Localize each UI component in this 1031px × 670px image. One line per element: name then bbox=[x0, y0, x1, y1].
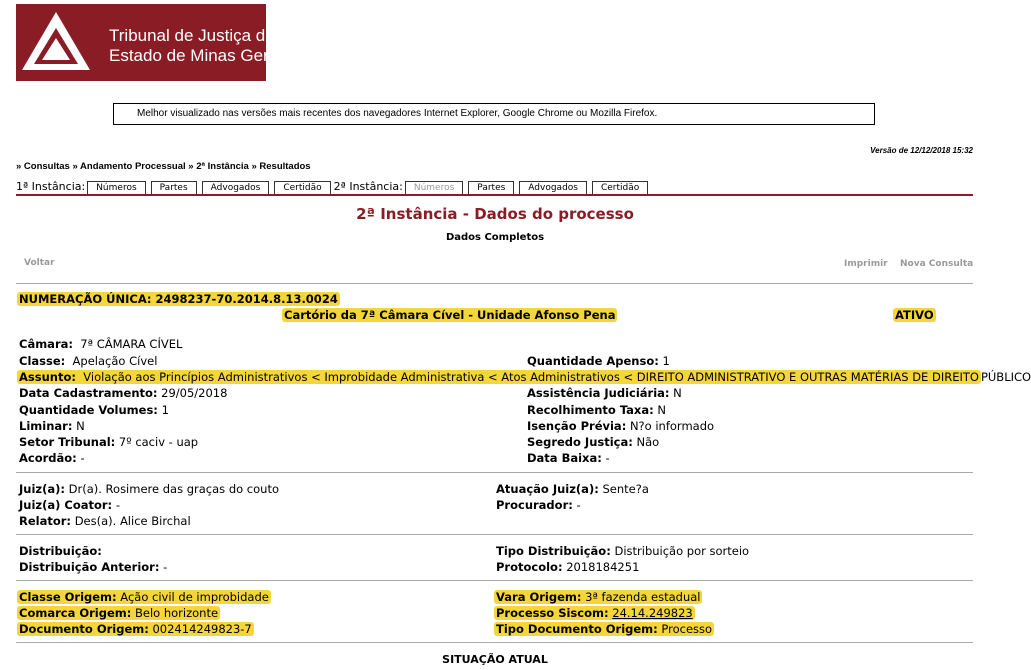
atuacao-juiz-field: Atuação Juiz(a): Sente?a bbox=[496, 482, 649, 496]
distribuicao-anterior-field: Distribuição Anterior: - bbox=[19, 560, 168, 574]
assistencia-field: Assistência Judiciária: N bbox=[527, 386, 682, 400]
tipo-distribuicao-field: Tipo Distribuição: Distribuição por sorteio bbox=[496, 544, 750, 558]
acordao-field: Acordão: - bbox=[19, 451, 85, 465]
tab-first-partes[interactable]: Partes bbox=[151, 181, 197, 194]
divider bbox=[16, 580, 973, 581]
processo-siscom-field: Processo Siscom: 24.14.249823 bbox=[496, 606, 693, 620]
distribuicao-field: Distribuição: bbox=[19, 544, 102, 558]
protocolo-field: Protocolo: 2018184251 bbox=[496, 560, 640, 574]
tab-second-certidao[interactable]: Certidão bbox=[592, 181, 648, 194]
classe-origem-field: Classe Origem: Ação civil de improbidade bbox=[19, 590, 269, 604]
back-link[interactable]: Voltar bbox=[24, 258, 55, 268]
version-info: Versão de 12/12/2018 15:32 bbox=[870, 146, 973, 155]
data-cadastramento-field: Data Cadastramento: 29/05/2018 bbox=[19, 386, 228, 400]
status-badge: ATIVO bbox=[895, 308, 934, 322]
liminar-field: Liminar: N bbox=[19, 419, 85, 433]
tjmg-logo[interactable] bbox=[16, 4, 291, 81]
divider bbox=[16, 534, 973, 535]
triangle-logo-icon bbox=[16, 4, 96, 81]
setor-field: Setor Tribunal: 7º caciv - uap bbox=[19, 435, 199, 449]
breadcrumb[interactable]: » Consultas » Andamento Processual » 2ª Instância » Resultados bbox=[16, 161, 311, 172]
situacao-atual-heading: SITUAÇÃO ATUAL bbox=[442, 653, 548, 666]
tab-second-advogados[interactable]: Advogados bbox=[519, 181, 587, 194]
recolhimento-field: Recolhimento Taxa: N bbox=[527, 403, 666, 417]
first-instance-label: 1ª Instância: bbox=[16, 180, 86, 193]
tab-first-numeros[interactable]: Números bbox=[87, 181, 145, 194]
new-query-link[interactable]: Nova Consulta bbox=[900, 259, 974, 269]
vara-origem-field: Vara Origem: 3ª fazenda estadual bbox=[496, 590, 701, 604]
logo-text-line1: Tribunal de Justiça do bbox=[109, 26, 275, 45]
tab-second-numeros[interactable]: Números bbox=[405, 181, 463, 194]
qtd-apenso-field: Quantidade Apenso: 1 bbox=[527, 354, 670, 368]
qtd-volumes-field: Quantidade Volumes: 1 bbox=[19, 403, 169, 417]
tab-divider bbox=[16, 194, 973, 196]
camara-field: Câmara: 7ª CÂMARA CÍVEL bbox=[19, 337, 183, 351]
tab-first-certidao[interactable]: Certidão bbox=[274, 181, 330, 194]
logo-text-line2: Estado de Minas Gerais bbox=[109, 46, 291, 65]
browser-notice: Melhor visualizado nas versões mais recentes dos navegadores Internet Explorer, Google Chrome ou Mozilla Firefox. bbox=[113, 103, 875, 125]
juiz-field: Juiz(a): Dr(a). Rosimere das graças do couto bbox=[19, 482, 280, 496]
divider bbox=[16, 642, 973, 643]
data-baixa-field: Data Baixa: - bbox=[527, 451, 610, 465]
tipo-documento-origem-field: Tipo Documento Origem: Processo bbox=[496, 622, 713, 636]
segredo-field: Segredo Justiça: Não bbox=[527, 435, 660, 449]
divider bbox=[16, 283, 973, 284]
assunto-field: Assunto: Violação aos Princípios Administrativos < Improbidade Administrativa < Atos Administrativos < DIREITO ADMINISTRATIVO E OUTRAS MATÉRIAS DE DIREITO PÚBLICO bbox=[19, 370, 1031, 384]
cartorio: Cartório da 7ª Câmara Cível - Unidade Afonso Pena bbox=[284, 308, 616, 322]
comarca-origem-field: Comarca Origem: Belo horizonte bbox=[19, 606, 219, 620]
classe-field: Classe: Apelação Cível bbox=[19, 354, 158, 368]
juiz-coator-field: Juiz(a) Coator: - bbox=[19, 498, 120, 512]
tab-first-advogados[interactable]: Advogados bbox=[202, 181, 270, 194]
page-title: 2ª Instância - Dados do processo bbox=[356, 205, 634, 223]
numeracao-unica: NUMERAÇÃO ÚNICA: 2498237-70.2014.8.13.0024 bbox=[19, 292, 338, 306]
divider bbox=[16, 472, 973, 473]
siscom-link[interactable]: 24.14.249823 bbox=[612, 606, 693, 620]
print-link[interactable]: Imprimir bbox=[844, 259, 888, 269]
relator-field: Relator: Des(a). Alice Birchal bbox=[19, 514, 191, 528]
isencao-field: Isenção Prévia: N?o informado bbox=[527, 419, 715, 433]
procurador-field: Procurador: - bbox=[496, 498, 581, 512]
tab-second-partes[interactable]: Partes bbox=[468, 181, 514, 194]
second-instance-label: 2ª Instância: bbox=[333, 180, 403, 193]
page-subtitle: Dados Completos bbox=[445, 232, 545, 243]
documento-origem-field: Documento Origem: 002414249823-7 bbox=[19, 622, 252, 636]
instance-tabs bbox=[16, 180, 653, 194]
